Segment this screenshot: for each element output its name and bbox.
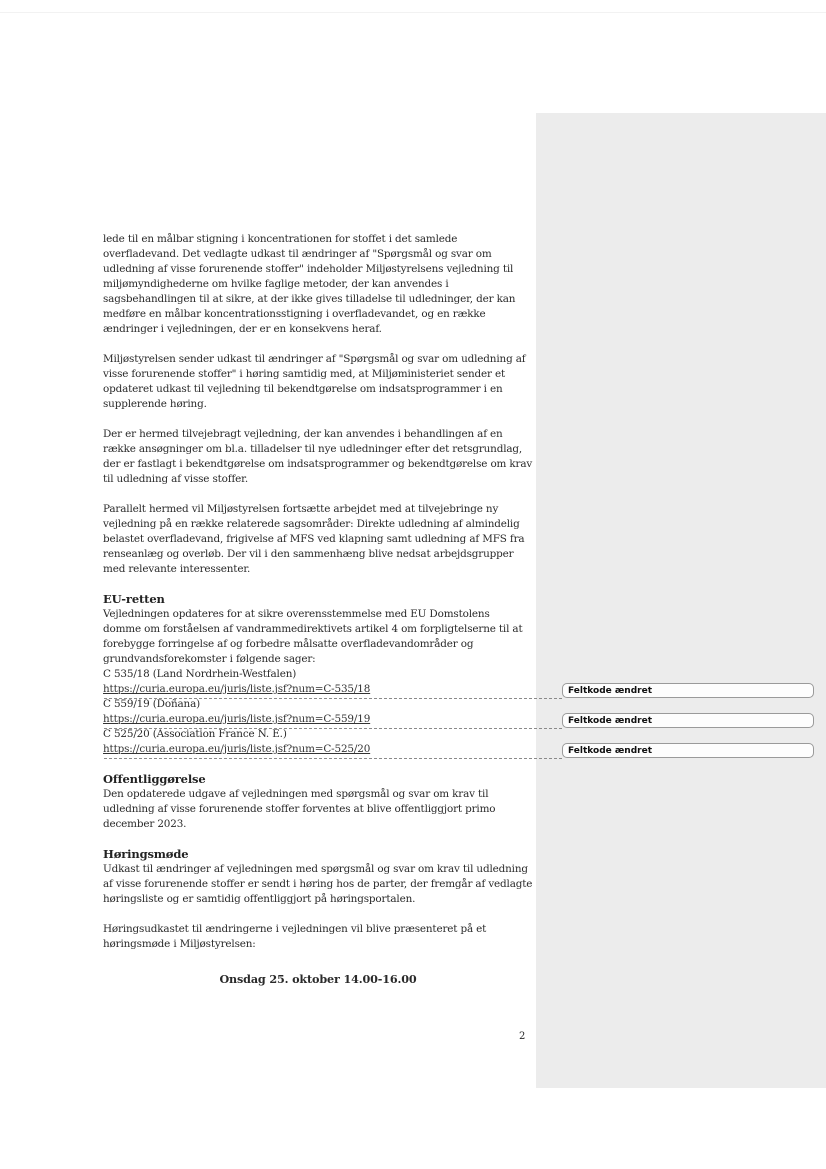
paragraph-4 <box>103 502 533 577</box>
text-line: renseanlæg og overløb. Der vil i den sammenhæng blive nedsat arbejdsgrupper <box>103 548 514 560</box>
case-name: C 559/19 (Doñana) <box>103 698 201 710</box>
comment-margin-pane <box>536 113 826 1088</box>
text-line: høringsmøde i Miljøstyrelsen: <box>103 938 256 950</box>
comment-connector <box>104 728 562 729</box>
text-line: der er fastlagt i bekendtgørelse om indsatsprogrammer og bekendtgørelse om krav <box>103 458 533 470</box>
case-name: C 535/18 (Land Nordrhein-Westfalen) <box>103 668 297 680</box>
text-line: opdateret udkast til vejledning til bekendtgørelse om indsatsprogrammer i en <box>103 383 503 395</box>
text-line: Den opdaterede udgave af vejledningen med spørgsmål og svar om krav til <box>103 788 489 800</box>
text-line: af visse forurenende stoffer er sendt i høring hos de parter, der fremgår af vedlagte <box>103 878 533 890</box>
case-link[interactable]: https://curia.europa.eu/juris/liste.jsf?num=C-525/20 <box>103 743 371 755</box>
text-line: sagsbehandlingen til at sikre, at der ikke gives tilladelse til udledninger, der kan <box>103 293 516 305</box>
hearing-paragraph-2 <box>103 922 533 952</box>
text-line: ændringer i vejledningen, der er en konsekvens heraf. <box>103 323 382 335</box>
text-line: med relevante interessenter. <box>103 563 251 575</box>
comment-balloon[interactable]: Feltkode ændret <box>562 743 814 758</box>
text-line: Der er hermed tilvejebragt vejledning, der kan anvendes i behandlingen af en <box>103 428 503 440</box>
text-line: vejledning på en række relaterede sagsområder: Direkte udledning af almindelig <box>103 518 520 530</box>
case-name: C 525/20 (Association France N. E.) <box>103 728 287 740</box>
text-line: Parallelt hermed vil Miljøstyrelsen fortsætte arbejdet med at tilvejebringe ny <box>103 503 499 515</box>
case-link[interactable]: https://curia.europa.eu/juris/liste.jsf?num=C-535/18 <box>103 683 371 695</box>
case-link[interactable]: https://curia.europa.eu/juris/liste.jsf?num=C-559/19 <box>103 713 371 725</box>
text-line: til udledning af visse stoffer. <box>103 473 248 485</box>
eu-section <box>103 592 533 757</box>
paragraph-2 <box>103 352 533 412</box>
text-line: række ansøgninger om bl.a. tilladelser til nye udledninger efter det retsgrundlag, <box>103 443 523 455</box>
page-number: 2 <box>519 1031 526 1042</box>
text-line: høringsliste og er samtidig offentliggjort på høringsportalen. <box>103 893 416 905</box>
text-line: udledning af visse forurenende stoffer forventes at blive offentliggjort primo <box>103 803 496 815</box>
text-line: grundvandsforekomster i følgende sager: <box>103 653 316 665</box>
text-line: supplerende høring. <box>103 398 207 410</box>
text-line: udledning af visse forurenende stoffer" indeholder Miljøstyrelsens vejledning til <box>103 263 514 275</box>
text-line: lede til en målbar stigning i koncentrationen for stoffet i det samlede <box>103 233 458 245</box>
hearing-heading: Høringsmøde <box>103 847 189 861</box>
text-line: belastet overfladevand, frigivelse af MFS ved klapning samt udledning af MFS fra <box>103 533 525 545</box>
comment-connector <box>104 698 562 699</box>
comment-connector <box>104 758 562 759</box>
text-line: miljømyndighederne om hvilke faglige metoder, der kan anvendes i <box>103 278 449 290</box>
text-line: overfladevand. Det vedlagte udkast til ændringer af "Spørgsmål og svar om <box>103 248 492 260</box>
text-line: Høringsudkastet til ændringerne i vejledningen vil blive præsenteret på et <box>103 923 487 935</box>
paragraph-3 <box>103 427 533 487</box>
document-body <box>103 232 533 987</box>
eu-heading: EU-retten <box>103 592 165 606</box>
text-line: forebygge forringelse af og forbedre målsatte overfladevandområder og <box>103 638 474 650</box>
text-line: visse forurenende stoffer" i høring samtidig med, at Miljøministeriet sender et <box>103 368 505 380</box>
hearing-section <box>103 847 533 907</box>
text-line: domme om forståelsen af vandrammedirektivets artikel 4 om forpligtelserne til at <box>103 623 523 635</box>
text-line: Vejledningen opdateres for at sikre overensstemmelse med EU Domstolens <box>103 608 490 620</box>
meeting-date: Onsdag 25. oktober 14.00-16.00 <box>219 972 417 986</box>
text-line: Miljøstyrelsen sender udkast til ændringer af "Spørgsmål og svar om udledning af <box>103 353 526 365</box>
publication-section <box>103 772 533 832</box>
paragraph-1 <box>103 232 533 337</box>
publication-heading: Offentliggørelse <box>103 772 206 786</box>
comment-balloon[interactable]: Feltkode ændret <box>562 683 814 698</box>
comment-balloon[interactable]: Feltkode ændret <box>562 713 814 728</box>
text-line: december 2023. <box>103 818 187 830</box>
page-top-edge <box>0 12 826 13</box>
text-line: Udkast til ændringer af vejledningen med spørgsmål og svar om krav til udledning <box>103 863 528 875</box>
text-line: medføre en målbar koncentrationsstigning i overfladevandet, og en række <box>103 308 486 320</box>
